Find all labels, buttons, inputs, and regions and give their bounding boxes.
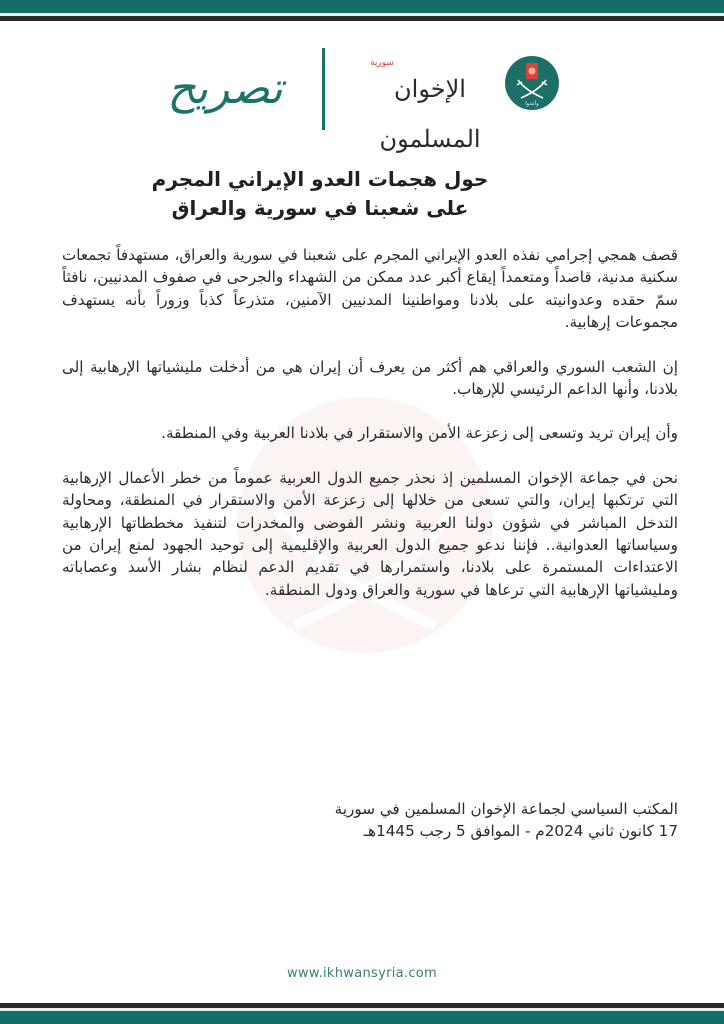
statement-body xyxy=(62,244,678,623)
top-dark-band xyxy=(0,16,724,21)
header-divider xyxy=(322,48,325,130)
brand-name: الإخوان المسلمون xyxy=(379,75,481,153)
body-paragraph: قصف همجي إجرامي نفذه العدو الإيراني المجرم على شعبنا في سورية والعراق، مستهدفاً تجمعات سكنية مدنية، قاصداً ومتعمداً إيقاع أكبر عدد ممكن من الشهداء والجرحى في صفوف المدنيين، نافثاً سمّ حقده وعدوانيته على بلادنا ومواطنينا المدنيين الآمنين، متذرعاً كذباً وزوراً بأنه يستهدف مجموعات إرهابية. xyxy=(62,246,678,332)
brotherhood-emblem-icon xyxy=(505,56,559,110)
issue-date: 17 كانون ثاني 2024م - الموافق 5 رجب 1445هـ xyxy=(363,822,678,841)
bottom-teal-band xyxy=(0,1011,724,1024)
signature-block xyxy=(62,798,678,843)
title-line-1: حول هجمات العدو الإيراني المجرم xyxy=(151,167,489,191)
website-link[interactable]: www.ikhwansyria.com xyxy=(286,966,438,981)
document-title xyxy=(100,165,540,223)
top-teal-band xyxy=(0,0,724,13)
emblem-motto: وأعدوا xyxy=(525,101,539,107)
letterhead xyxy=(0,40,724,153)
body-paragraph: وأن إيران تريد وتسعى إلى زعزعة الأمن والاستقرار في بلادنا العربية وفي المنطقة. xyxy=(161,424,678,443)
brand-region: سورية xyxy=(370,58,394,68)
issuing-office: المكتب السياسي لجماعة الإخوان المسلمين في سورية xyxy=(334,800,678,818)
title-line-2: على شعبنا في سورية والعراق xyxy=(171,196,469,220)
body-paragraph: إن الشعب السوري والعراقي هم أكثر من يعرف أن إيران هي من أدخلت مليشياتها الإرهابية إلى بلادنا، وأنها الداعم الرئيسي للإرهاب. xyxy=(62,357,678,399)
body-paragraph: نحن في جماعة الإخوان المسلمين إذ نحذر جميع الدول العربية عموماً من خطر الأعمال الإرهابية التي ترتكبها إيران، والتي تسعى من خلالها إلى زعزعة الأمن والاستقرار في المنطقة، ومحاولة التدخل المباشر في شؤون دولنا العربية ونشر الفوضى والمخدرات لتنفيذ مخططاتها الإرهابية وسياساتها العدوانية.. فإننا ندعو جميع الدول العربية والإقليمية إلى توحيد الجهود لمنع إيران من الاعتداءات المستمرة على بلادنا، واستمرارها في تقديم الدعم لنظام بشار الأسد وعصاباته ومليشياتها الإرهابية التي ترعاها في سورية والعراق ودول المنطقة. xyxy=(62,468,678,599)
statement-label: تصريح xyxy=(167,63,283,114)
